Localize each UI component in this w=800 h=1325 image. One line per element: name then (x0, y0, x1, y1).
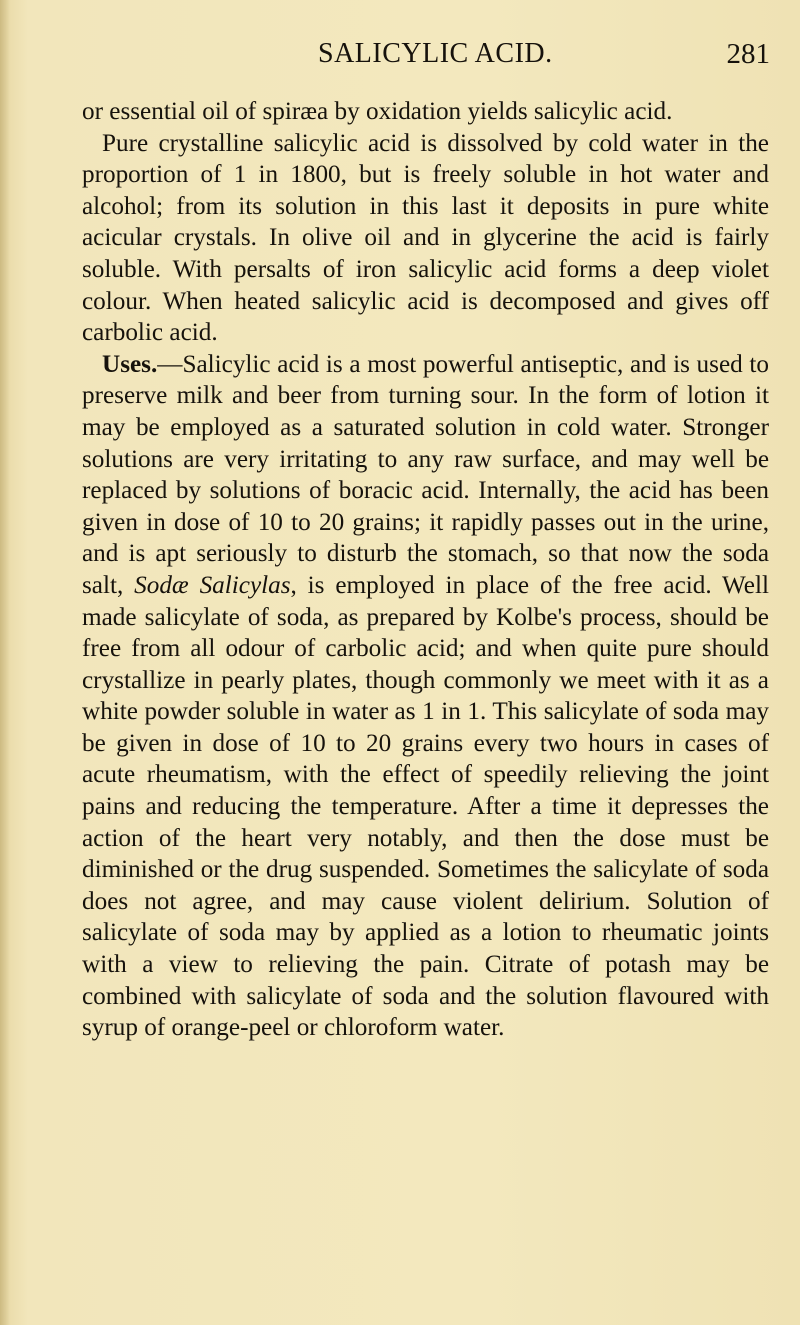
running-head (0, 34, 770, 74)
uses-text-part-2: , is employed in place of the free acid. Well made salicylate of soda, as prepared by Kolbe's process, should be free from all odour of carbolic acid; and when quite pure should crystallize in pearly plates, though commonly we meet with it as a white powder soluble in water as 1 in 1. This salicylate of soda may be given in dose of 10 to 20 grains every two hours in cases of acute rheumatism, with the effect of speedily relieving the joint pains and reducing the temperature. After a time it depresses the action of the heart very notably, and then the dose must be diminished or the drug suspended. Sometimes the salicylate of soda does not agree, and may cause violent delirium. Solution of salicylate of soda may by applied as a lotion to rheumatic joints with a view to relieving the pain. Citrate of potash may be combined with salicylate of soda and the solution flavoured with syrup of orange-peel or chloroform water. (82, 571, 769, 1042)
uses-run-in-heading: Uses. (102, 350, 158, 378)
paragraph-continued: or essential oil of spiræa by oxidation yields salicylic acid. (82, 98, 673, 125)
paragraph-properties: Pure crystalline salicylic acid is dissolved by cold water in the proportion of 1 in 1800, but is freely soluble in hot water and alcohol; from its solution in this last it deposits in pure white acicular crystals. In olive oil and in glycerine the acid is fairly soluble. With persalts of iron salicylic acid forms a deep violet colour. When heated salicylic acid is decomposed and gives off carbolic acid. (82, 129, 769, 347)
uses-text-part-1: —Salicylic acid is a most powerful antiseptic, and is used to preserve milk and beer from turning sour. In the form of lotion it may be employed as a saturated solution in cold water. Stronger solutions are very irritating to any raw surface, and may well be replaced by solutions of boracic acid. Internally, the acid has been given in dose of 10 to 20 grains; it rapidly passes out in the urine, and is apt seriously to disturb the stomach, so that now the soda salt, (82, 350, 769, 599)
page-number: 281 (726, 38, 770, 70)
latin-drug-name: Sodæ Salicylas (134, 571, 291, 599)
paragraph-uses (82, 349, 769, 1044)
page-text (82, 96, 769, 1044)
page-running-title: SALICYLIC ACID. (318, 38, 553, 69)
page-binding-shadow (0, 0, 10, 1325)
